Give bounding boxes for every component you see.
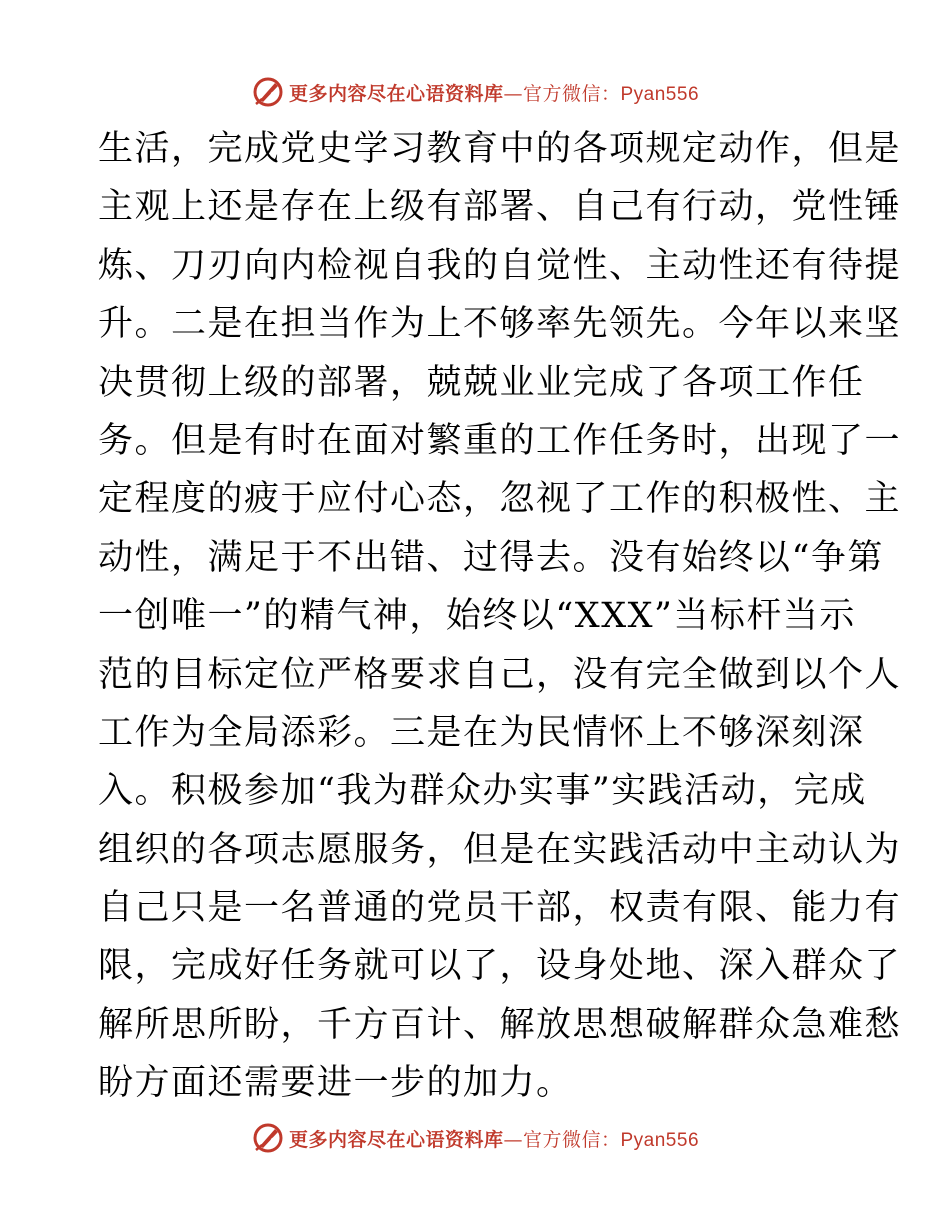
body-line: 自己只是一名普通的党员干部，权责有限、能力有 (98, 888, 902, 929)
body-line: 主观上还是存在上级有部署、自己有行动，党性锤 (98, 187, 902, 228)
banner-wechat-id: Pyan556 (620, 83, 700, 105)
body-line: 入。积极参加“我为群众办实事”实践活动，完成 (98, 771, 867, 812)
body-line: 组织的各项志愿服务，但是在实践活动中主动认为 (98, 829, 902, 870)
banner-dash: — (503, 1128, 523, 1151)
quill-pen-logo-icon (251, 1121, 285, 1155)
body-line: 生活，完成党史学习教育中的各项规定动作，但是 (98, 129, 902, 169)
body-line: 炼、刀刃向内检视自我的自觉性、主动性还有待提 (98, 245, 902, 286)
body-line: 定程度的疲于应付心态，忽视了工作的积极性、主 (98, 479, 902, 520)
body-line: 升。二是在担当作为上不够率先领先。今年以来坚 (98, 304, 902, 345)
header-banner (0, 72, 950, 112)
body-line: 决贯彻上级的部署，兢兢业业完成了各项工作任 (98, 362, 865, 403)
banner-main-text: 更多内容尽在心语资料库 (288, 1128, 504, 1151)
banner-wechat-id: Pyan556 (620, 1129, 700, 1151)
quill-pen-logo-icon (251, 75, 285, 109)
body-line: 动性，满足于不出错、过得去。没有始终以“争第 (98, 537, 884, 578)
banner-sub-text: 官方微信： (522, 1128, 621, 1151)
body-line: 限，完成好任务就可以了，设身处地、深入群众了 (98, 946, 902, 987)
banner-dash: — (503, 82, 523, 105)
body-line: 解所思所盼，千方百计、解放思想破解群众急难愁 (98, 1004, 902, 1045)
body-line: 一创唯一”的精气神，始终以“XXX”当标杆当示 (98, 596, 856, 637)
banner-main-text: 更多内容尽在心语资料库 (288, 82, 504, 105)
footer-banner (0, 1118, 950, 1158)
body-line: 工作为全局添彩。三是在为民情怀上不够深刻深 (98, 712, 865, 753)
body-line: 盼方面还需要进一步的加力。 (98, 1063, 573, 1104)
body-line: 务。但是有时在面对繁重的工作任务时，出现了一 (98, 420, 902, 461)
body-line: 范的目标定位严格要求自己，没有完全做到以个人 (98, 654, 902, 695)
document-body (98, 120, 902, 1113)
banner-sub-text: 官方微信： (522, 82, 621, 105)
